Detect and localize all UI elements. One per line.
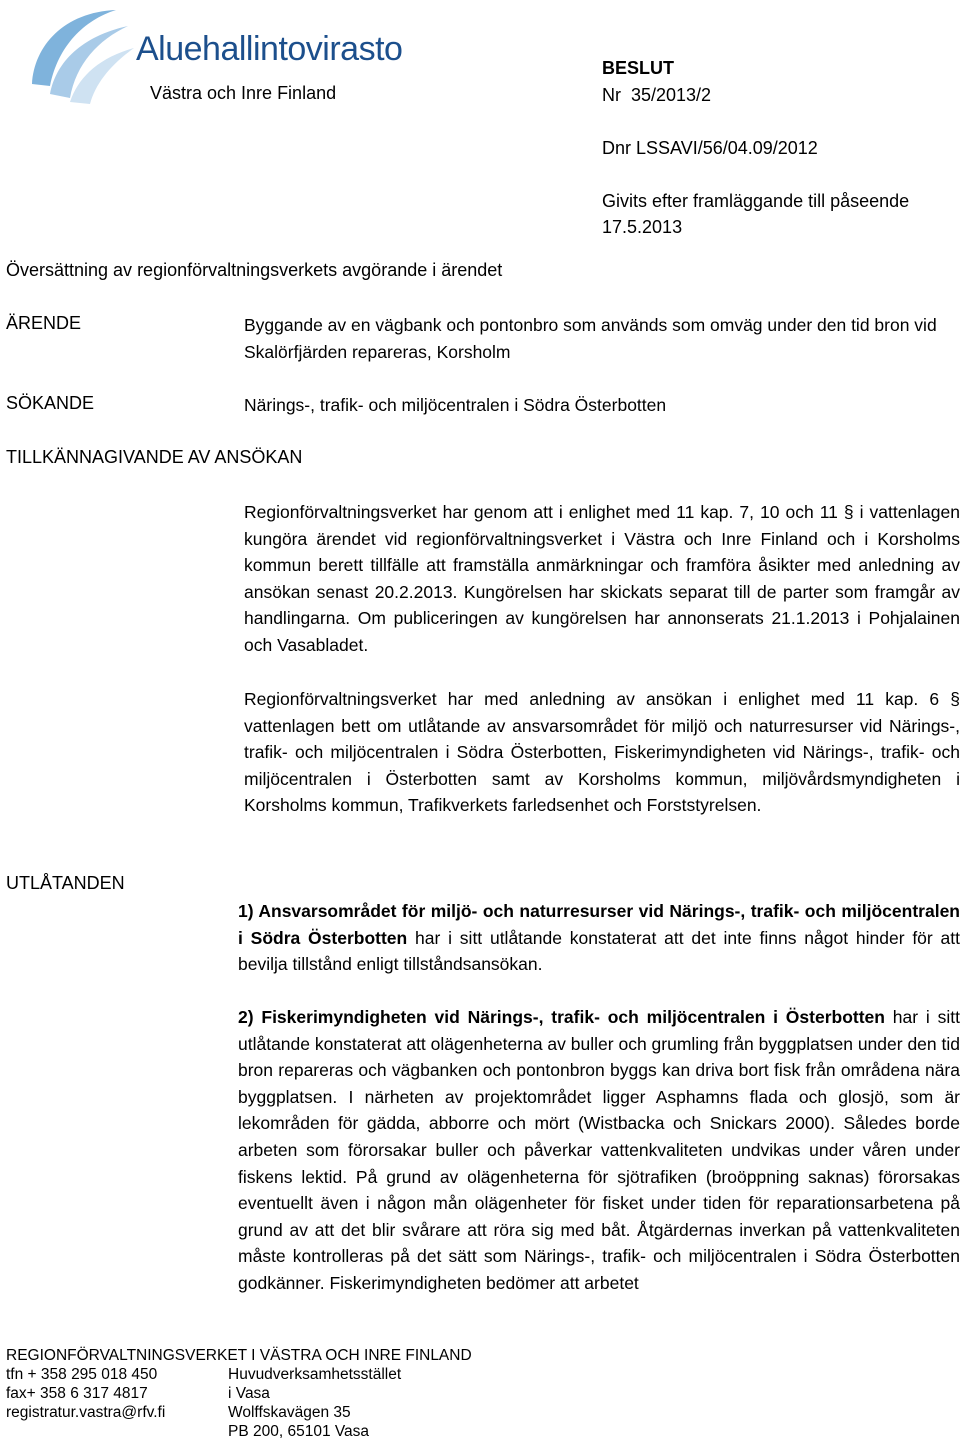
footer-phone: tfn + 358 295 018 450 xyxy=(6,1366,158,1383)
utlatande-1-body: har i sitt utlåtande konstaterat att det inte finns något hinder för att bevilja tillstånd enligt tillståndsansökan. xyxy=(238,927,960,975)
footer-fax: fax+ 358 6 317 4817 xyxy=(6,1385,148,1402)
footer-email[interactable]: registratur.vastra@rfv.fi xyxy=(6,1404,166,1421)
arende-text: Byggande av en vägbank och pontonbro som används som omväg under den tid bron vid Skalörfjärden repareras, Korsholm xyxy=(244,315,937,362)
tillkannagivande-paragraph-1: Regionförvaltningsverket har genom att i enlighet med 11 kap. 7, 10 och 11 § i vattenlagen kungöra ärendet vid regionförvaltningsverket i Västra och Inre Finland och i Korsholms kommun berett tillfälle att framställa anmärkningar och framföra åsikter med anledning av ansökan senast 20.2.2013. Kungörelsen har skickats separat till de parter som framgår av handlingarna. Om publiceringen av kungörelsen har annonserats 21.1.2013 i Pohjalainen och Vasabladet. xyxy=(244,502,960,655)
diary-number: Dnr LSSAVI/56/04.09/2012 xyxy=(602,138,818,158)
footer-office: Huvudverksamhetsstället i Vasa xyxy=(228,1366,402,1402)
translation-note: Översättning av regionförvaltningsverkets avgörande i ärendet xyxy=(6,260,503,280)
footer-pobox: PB 200, 65101 Vasa xyxy=(228,1423,370,1440)
utlatande-2-heading: 2) Fiskerimyndigheten vid Närings-, trafik- och miljöcentralen i Österbotten xyxy=(238,1007,885,1027)
footer-street: Wolffskavägen 35 xyxy=(228,1404,351,1421)
publication-date: Givits efter framläggande till påseende 17.5.2013 xyxy=(602,191,910,237)
label-arende: ÄRENDE xyxy=(6,313,82,333)
logo-wordmark: Aluehallintovirasto xyxy=(136,30,403,68)
utlatande-1-heading: 1) Ansvarsområdet för miljö- och naturresurser vid Närings-, trafik- och miljöcentralen i Södra Österbotten xyxy=(238,901,960,948)
footer-contact xyxy=(6,1365,165,1422)
footer-address xyxy=(228,1365,401,1441)
footer-organization: REGIONFÖRVALTNINGSVERKET I VÄSTRA OCH INRE FINLAND xyxy=(6,1347,472,1364)
utlatande-1 xyxy=(238,898,960,978)
decision-number: Nr 35/2013/2 xyxy=(602,85,712,105)
utlatande-2-body: har i sitt utlåtande konstaterat att olägenheterna av buller och grumling från byggplatsen under den tid bron repareras och vägbanken och pontonbron byggs kan driva bort fisk från områdena nära byggplatsen. I närheten av projektområdet ligger Asphamns flada och glosjö, som är lekområden för gädda, abborre och mört (Wistbacka och Snickars 2000). Således borde arbeten som förorsakar buller och påverkar vattenkvaliteten undvikas under våren under fiskens lektid. På grund av olägenheterna för sjötrafiken (broöppning saknas) förorsakas eventuellt även i någon mån olägenheter för fisket under tiden för reparationsarbetena på grund av att det blir svårare att röra sig med båt. Åtgärdernas inverkan på vattenkvaliteten måste kontrolleras på det sätt som Närings-, trafik- och miljöcentralen i Södra Österbotten godkänner. Fiskerimyndigheten bedömer att arbetet xyxy=(238,1007,960,1293)
region-name: Västra och Inre Finland xyxy=(150,83,337,103)
label-tillkannagivande: TILLKÄNNAGIVANDE AV ANSÖKAN xyxy=(6,447,303,467)
utlatande-2 xyxy=(238,1004,960,1297)
tillkannagivande-paragraph-2: Regionförvaltningsverket har med anledning av ansökan i enlighet med 11 kap. 6 § vattenlagen bett om utlåtande av ansvarsområdet för miljö och naturresurser vid Närings-, trafik- och miljöcentralen i Södra Österbotten, Fiskerimyndigheten vid Närings-, trafik- och miljöcentralen i Österbotten samt av Korsholms kommun, miljövårdsmyndigheten i Korsholms kommun, Trafikverkets farledsenhet och Forststyrelsen. xyxy=(244,689,960,816)
label-sokande: SÖKANDE xyxy=(6,393,95,413)
logo-emblem-icon xyxy=(24,6,144,106)
sokande-text: Närings-, trafik- och miljöcentralen i Södra Österbotten xyxy=(244,395,667,415)
document-type: BESLUT xyxy=(602,58,674,78)
label-utlatanden: UTLÅTANDEN xyxy=(6,873,125,893)
